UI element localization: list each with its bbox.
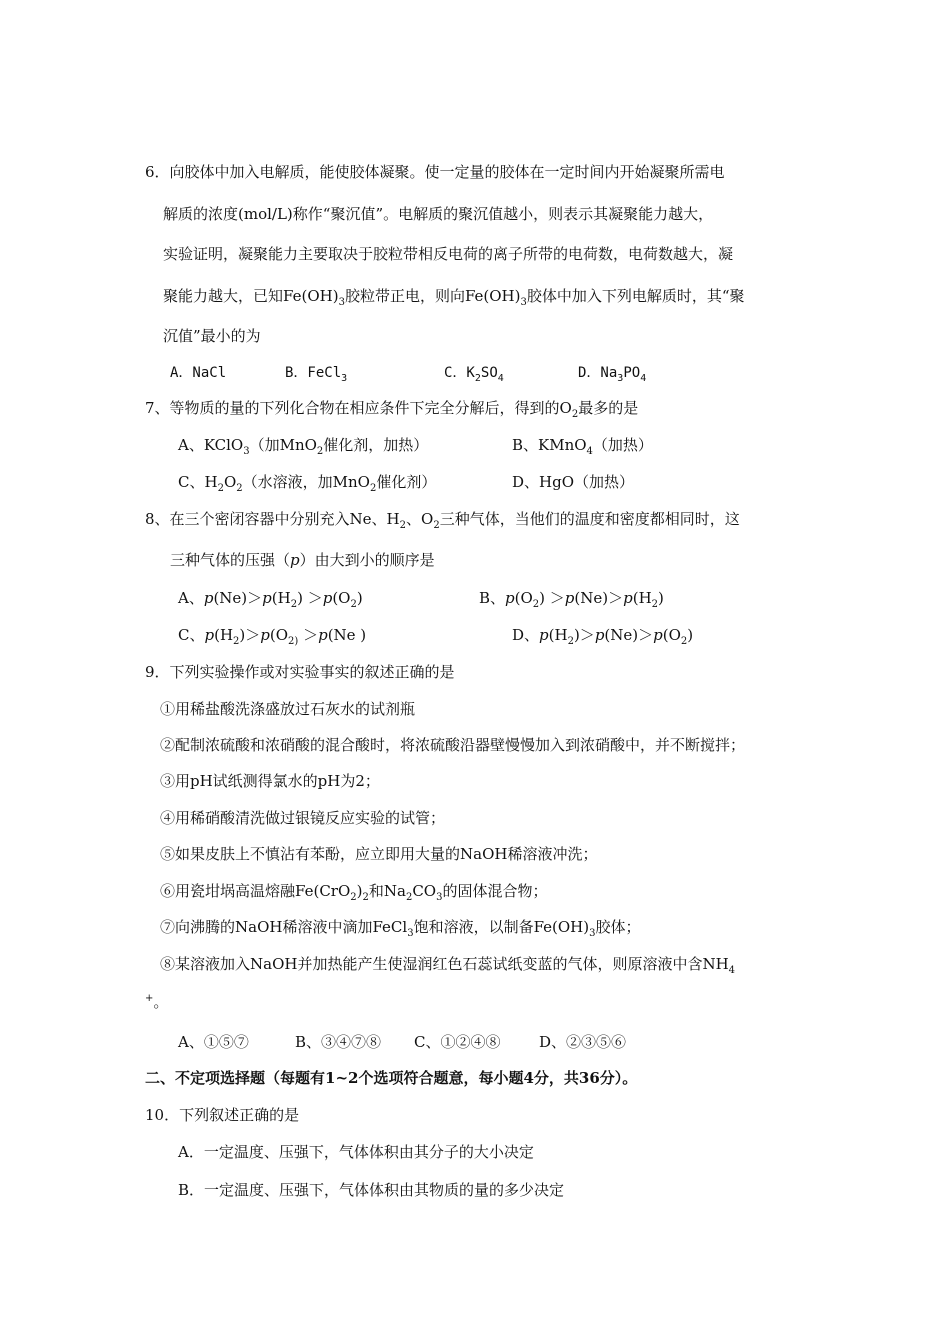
q8-b-2: (O [514, 589, 533, 607]
q9-option-b: B、③④⑦⑧ [295, 1033, 382, 1051]
q7-c-4: 催化剂） [376, 473, 437, 491]
q9-i6-sub3: 2 [405, 892, 413, 903]
q8-line-1-sub2: 2 [433, 520, 440, 531]
q9-option-d: D、②③⑤⑥ [539, 1033, 627, 1051]
q9-i8-a: ⑧某溶液加入NaOH并加热能产生使湿润红色石蕊试纸变蓝的气体，则原溶液中含NH [160, 955, 729, 973]
q9-i6-a: ⑥用瓷坩埚高温熔融Fe(CrO [160, 882, 351, 900]
q7-a-sub2: 2 [316, 446, 324, 457]
q9-item-4: ④用稀硝酸清洗做过银镜反应实验的试管； [160, 809, 446, 827]
q9-item-7 [160, 917, 641, 937]
q8-c-8: ＞ [298, 626, 319, 644]
q9-i7-a: ⑦向沸腾的NaOH稀溶液中滴加FeCl [160, 918, 408, 936]
q9-item-1: ①用稀盐酸洗涤盛放过石灰水的试剂瓶 [160, 700, 416, 718]
q7-b-2: （加热） [592, 436, 653, 454]
q7-c-3: （水溶液，加MnO [242, 473, 370, 491]
q6-option-d [578, 363, 646, 383]
q7-option-b [512, 435, 653, 455]
q8-d-5: p [594, 626, 605, 644]
q7-stem [145, 398, 638, 418]
q7-stem-a: 7、等物质的量的下列化合物在相应条件下完全分解后，得到的O [145, 399, 572, 417]
q7-c-1: C、H [178, 473, 218, 491]
q8-d-7: p [653, 626, 663, 644]
q8-c-5: p [260, 626, 270, 644]
q8-a-3: p [262, 589, 272, 607]
q10-option-b: B．一定温度、压强下，气体体积由其物质的量的多少决定 [178, 1181, 565, 1199]
q9-item-8 [160, 954, 735, 974]
q8-c-2: (H [214, 626, 234, 644]
q8-b-4: ) ＞ [539, 589, 565, 607]
q8-line-2-p: p [290, 551, 300, 569]
q8-d-0: D、 [512, 626, 540, 644]
q6-option-b-text: B．FeCl [285, 365, 342, 381]
section-2-heading: 二、不定项选择题（每题有1~2个选项符合题意，每小题4分，共36分）。 [145, 1069, 638, 1087]
q7-a-3: 催化剂，加热） [323, 436, 429, 454]
q6-option-d-sub1: 3 [617, 372, 624, 384]
q6-option-d-2: PO [623, 365, 641, 381]
q7-b-sub: 4 [586, 446, 593, 457]
q8-a-7: p [322, 589, 333, 607]
q9-item-6 [160, 881, 548, 901]
q7-c-sub2: 2 [236, 483, 243, 494]
q8-c-0: C、 [178, 626, 205, 644]
q8-a-4: (H [271, 589, 291, 607]
q8-option-d [512, 625, 693, 645]
q6-line-4-sub2: 3 [520, 297, 527, 308]
q6-line-4-sub1: 3 [338, 297, 345, 308]
q9-i8-sub: 4 [728, 965, 736, 976]
q8-line-1-c: 三种气体，当他们的温度和密度都相同时，这 [439, 510, 740, 528]
q8-b-1: p [505, 589, 515, 607]
q8-b-5: p [564, 589, 575, 607]
q9-i7-sub2: 3 [589, 928, 596, 939]
q8-a-0: A、 [178, 589, 204, 607]
q8-option-a [178, 588, 363, 608]
q6-option-c-1: C．K [444, 365, 475, 381]
q6-line-4 [163, 286, 745, 306]
q7-a-1: A、KClO [178, 436, 244, 454]
q7-stem-sub: 2 [571, 409, 579, 420]
q8-c-4: )＞ [239, 626, 261, 644]
q8-option-c [178, 625, 366, 645]
q6-option-d-1: D．Na [578, 365, 618, 381]
q7-a-sub1: 3 [243, 446, 250, 457]
q9-i7-c: 胶体； [595, 918, 641, 936]
q9-i6-sub1: 2 [350, 892, 357, 903]
q9-i6-sub2: 2 [362, 892, 369, 903]
q7-a-2: （加MnO [249, 436, 317, 454]
q8-c-6: (O [269, 626, 289, 644]
q9-i6-c: 和Na [368, 882, 406, 900]
q10-stem: 10．下列叙述正确的是 [145, 1106, 300, 1124]
q9-i8-sup: + [145, 993, 154, 1004]
q6-option-a: A．NaCl [170, 365, 227, 381]
q6-line-4-c: 胶体中加入下列电解质时，其“聚 [526, 287, 745, 305]
q8-line-2-a: 三种气体的压强（ [170, 551, 291, 569]
q8-c-10: (Ne ) [327, 626, 367, 644]
q6-line-2: 解质的浓度(mol/L)称作“聚沉值”。电解质的聚沉值越小，则表示其凝聚能力越大， [163, 205, 714, 223]
q9-i6-e: 的固体混合物； [442, 882, 548, 900]
q9-item-2: ②配制浓硫酸和浓硝酸的混合酸时，将浓硫酸沿器壁慢慢加入到浓硝酸中，并不断搅拌； [160, 736, 746, 754]
q7-option-c [178, 472, 436, 492]
q8-a-5: 2 [290, 599, 298, 610]
q8-line-1-b: 、O [406, 510, 434, 528]
q6-line-1: 6．向胶体中加入电解质，能使胶体凝聚。使一定量的胶体在一定时间内开始凝聚所需电 [145, 163, 725, 181]
q8-c-9: p [318, 626, 328, 644]
q6-line-4-a: 聚能力越大，已知Fe(OH) [163, 287, 339, 305]
q9-stem: 9．下列实验操作或对实验事实的叙述正确的是 [145, 663, 455, 681]
q8-c-1: p [204, 626, 215, 644]
q7-c-sub1: 2 [217, 483, 224, 494]
q8-c-3: 2 [233, 636, 240, 647]
q8-d-8: (O [662, 626, 681, 644]
q8-d-4: )＞ [573, 626, 595, 644]
q8-a-8: (O [332, 589, 351, 607]
q6-option-c-2: SO [480, 365, 498, 381]
q8-line-2-b: ）由大到小的顺序是 [299, 551, 435, 569]
q8-a-2: (Ne)＞ [213, 589, 263, 607]
q6-option-b [285, 363, 347, 383]
q6-line-5: 沉值”最小的为 [163, 327, 261, 345]
q6-option-c-sub1: 2 [474, 372, 481, 384]
q10-option-a: A．一定温度、压强下，气体体积由其分子的大小决定 [178, 1143, 534, 1161]
q8-option-b [479, 588, 664, 608]
q8-b-9: 2 [651, 599, 659, 610]
q9-item-3: ③用pH试纸测得氯水的pH为2； [160, 772, 380, 790]
q7-b-1: B、KMnO [512, 436, 587, 454]
q6-line-4-b: 胶粒带正电，则向Fe(OH) [344, 287, 521, 305]
q8-d-9: 2 [680, 636, 688, 647]
q8-b-10: ) [658, 589, 664, 607]
q6-option-b-sub: 3 [341, 372, 348, 384]
q7-stem-b: 最多的是 [578, 399, 639, 417]
q9-i8-cont: 。 [153, 993, 169, 1011]
q7-option-d: D、HgO（加热） [512, 473, 635, 491]
q8-a-6: ) ＞ [297, 589, 323, 607]
q9-item-8-cont [145, 992, 168, 1012]
q8-d-6: (Ne)＞ [604, 626, 654, 644]
q8-a-9: 2 [350, 599, 357, 610]
q6-line-3: 实验证明，凝聚能力主要取决于胶粒带相反电荷的离子所带的电荷数，电荷数越大，凝 [163, 245, 734, 263]
q6-option-c [444, 363, 504, 383]
q8-d-1: p [539, 626, 549, 644]
q8-a-1: p [203, 589, 214, 607]
q6-option-c-sub2: 4 [497, 372, 504, 384]
q7-option-a [178, 435, 428, 455]
q7-c-sub3: 2 [369, 483, 377, 494]
q9-option-c: C、①②④⑧ [414, 1033, 501, 1051]
q9-i6-d: CO [412, 882, 437, 900]
q9-item-5: ⑤如果皮肤上不慎沾有苯酚，应立即用大量的NaOH稀溶液冲洗； [160, 845, 598, 863]
q8-line-2 [170, 550, 435, 570]
q8-line-1-a: 8、在三个密闭容器中分别充入Ne、H [145, 510, 400, 528]
q8-line-1-sub1: 2 [399, 520, 407, 531]
q8-b-7: p [623, 589, 633, 607]
q8-c-7: 2) [288, 636, 299, 647]
q8-b-8: (H [632, 589, 652, 607]
q7-c-2: O [223, 473, 237, 491]
q9-i7-sub1: 3 [407, 928, 414, 939]
q8-d-10: ) [687, 626, 694, 644]
q8-d-2: (H [548, 626, 568, 644]
q8-b-0: B、 [479, 589, 506, 607]
q9-i6-b: ) [356, 882, 363, 900]
q8-b-3: 2 [532, 599, 540, 610]
q9-i7-b: 饱和溶液，以制备Fe(OH) [413, 918, 590, 936]
q6-option-d-sub2: 4 [640, 372, 647, 384]
q8-line-1 [145, 509, 740, 529]
q9-option-a: A、①⑤⑦ [178, 1033, 249, 1051]
q9-i6-sub4: 3 [436, 892, 443, 903]
q8-d-3: 2 [567, 636, 574, 647]
q8-a-10: ) [356, 589, 363, 607]
q8-b-6: (Ne)＞ [574, 589, 624, 607]
